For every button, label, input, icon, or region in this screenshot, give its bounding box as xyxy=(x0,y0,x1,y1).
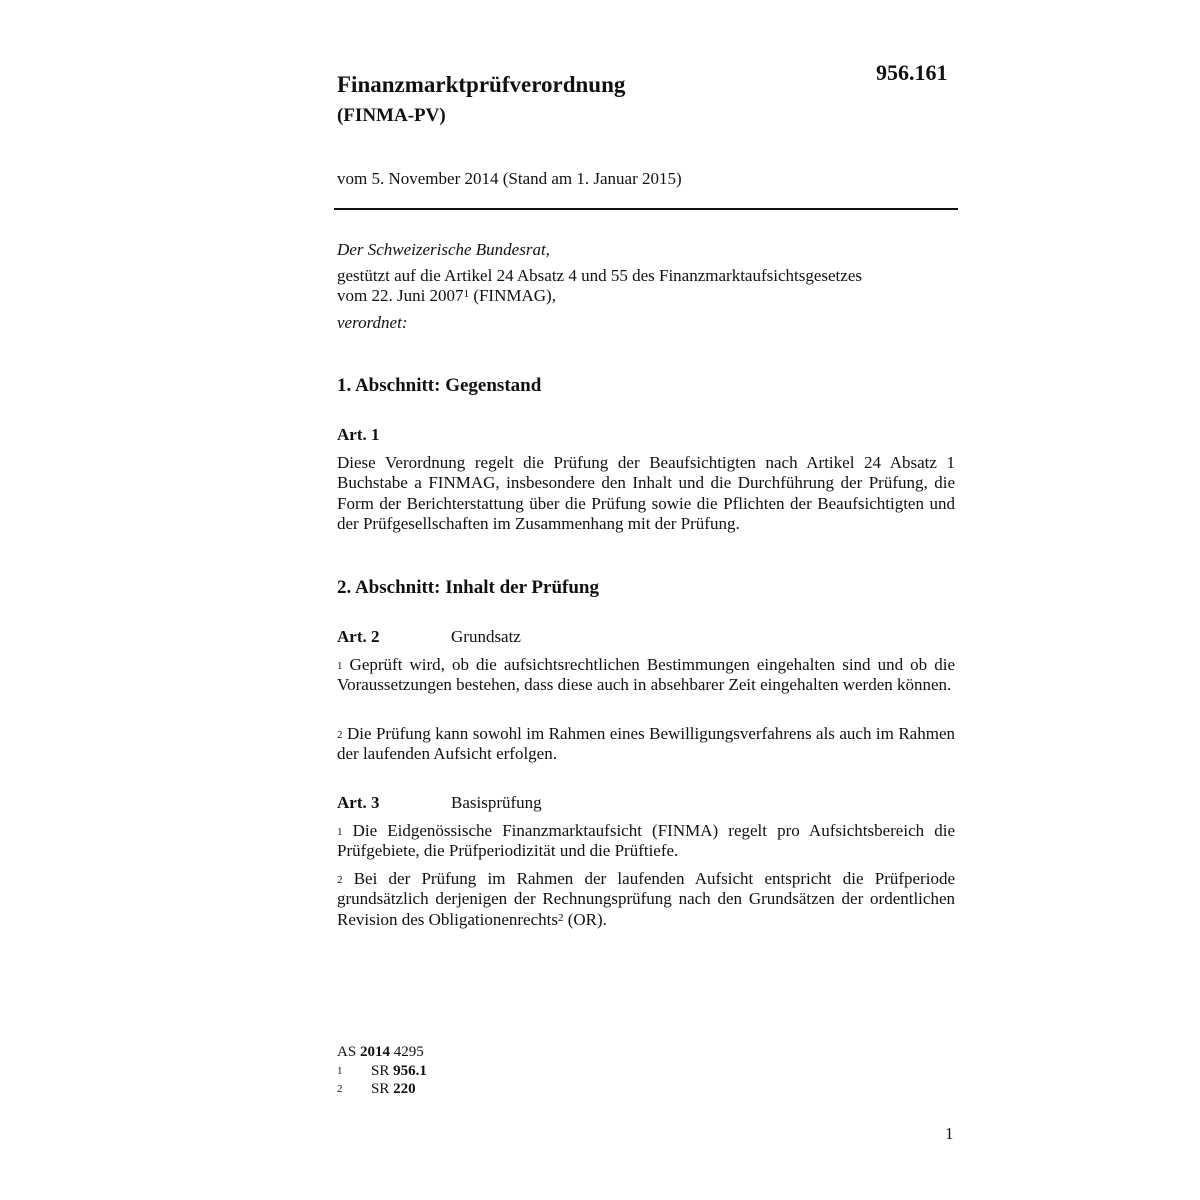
article-1-label: Art. 1 xyxy=(337,425,380,444)
footnote-2: 2 SR 220 xyxy=(337,1081,416,1097)
footnote-ref-1[interactable]: 1 xyxy=(463,288,470,301)
page-subtitle: (FINMA-PV) xyxy=(337,105,446,126)
preamble-authority: Der Schweizerische Bundesrat, xyxy=(337,240,550,259)
preamble-basis-line2: vom 22. Juni 2007$^1$ (FINMAG), xyxy=(337,286,556,306)
article-2-title: Grundsatz xyxy=(451,627,521,646)
article-2-paragraph-2: $^2$ Die Prüfung kann sowohl im Rahmen eines Bewilligungsverfahrens als auch im Rahmen der laufenden Aufsicht erfolgen. xyxy=(337,724,955,764)
page-number: 1 xyxy=(945,1124,954,1143)
footnote-ref-2[interactable]: 2 xyxy=(557,911,564,924)
preamble-basis-line1: gestützt auf die Artikel 24 Absatz 4 und 55 des Finanzmarktaufsichtsgesetzes xyxy=(337,266,862,285)
header-divider xyxy=(334,208,958,210)
footnote-1: 1 SR 956.1 xyxy=(337,1063,427,1079)
page-title: Finanzmarktprüfverordnung xyxy=(337,72,626,97)
article-2-label: Art. 2 xyxy=(337,627,380,646)
section-2-heading: 2. Abschnitt: Inhalt der Prüfung xyxy=(337,577,600,598)
article-3-label: Art. 3 xyxy=(337,793,380,812)
preamble-basis xyxy=(337,266,955,307)
footnote-as: AS 2014 4295 xyxy=(337,1044,424,1060)
section-1-heading: 1. Abschnitt: Gegenstand xyxy=(337,375,542,396)
article-1-text: Diese Verordnung regelt die Prüfung der Beaufsichtigten nach Artikel 24 Absatz 1 Buchstabe a FINMAG, insbesondere den Inhalt und die Durchführung der Prüfung, die Form der Berichterstattung über die Prüfung sowie die Pflichten der Beaufsichtigten und der Prüfgesellschaften im Zusammenhang mit der Prüfung. xyxy=(337,453,955,533)
article-3-title: Basisprüfung xyxy=(451,793,542,812)
document-number: 956.161 xyxy=(876,60,948,85)
article-3-paragraph-1: $^1$ Die Eidgenössische Finanzmarktaufsicht (FINMA) regelt pro Aufsichtsbereich die Prüfgebiete, die Prüfperiodizität und die Prüftiefe. xyxy=(337,821,955,861)
article-3-paragraph-2: $^2$ Bei der Prüfung im Rahmen der laufenden Aufsicht entspricht die Prüfperiode grundsätzlich derjenigen der Rechnungsprüfung nach den Grundsätzen der ordentlichen Revision des Obligationenrechts$^2$ (OR). xyxy=(337,869,955,929)
preamble-decree: verordnet: xyxy=(337,313,408,332)
date-line: vom 5. November 2014 (Stand am 1. Januar 2015) xyxy=(337,169,682,188)
article-2-paragraph-1: $^1$ Geprüft wird, ob die aufsichtsrechtlichen Bestimmungen eingehalten sind und ob die Voraussetzungen bestehen, dass diese auch in absehbarer Zeit eingehalten werden können. xyxy=(337,655,955,695)
